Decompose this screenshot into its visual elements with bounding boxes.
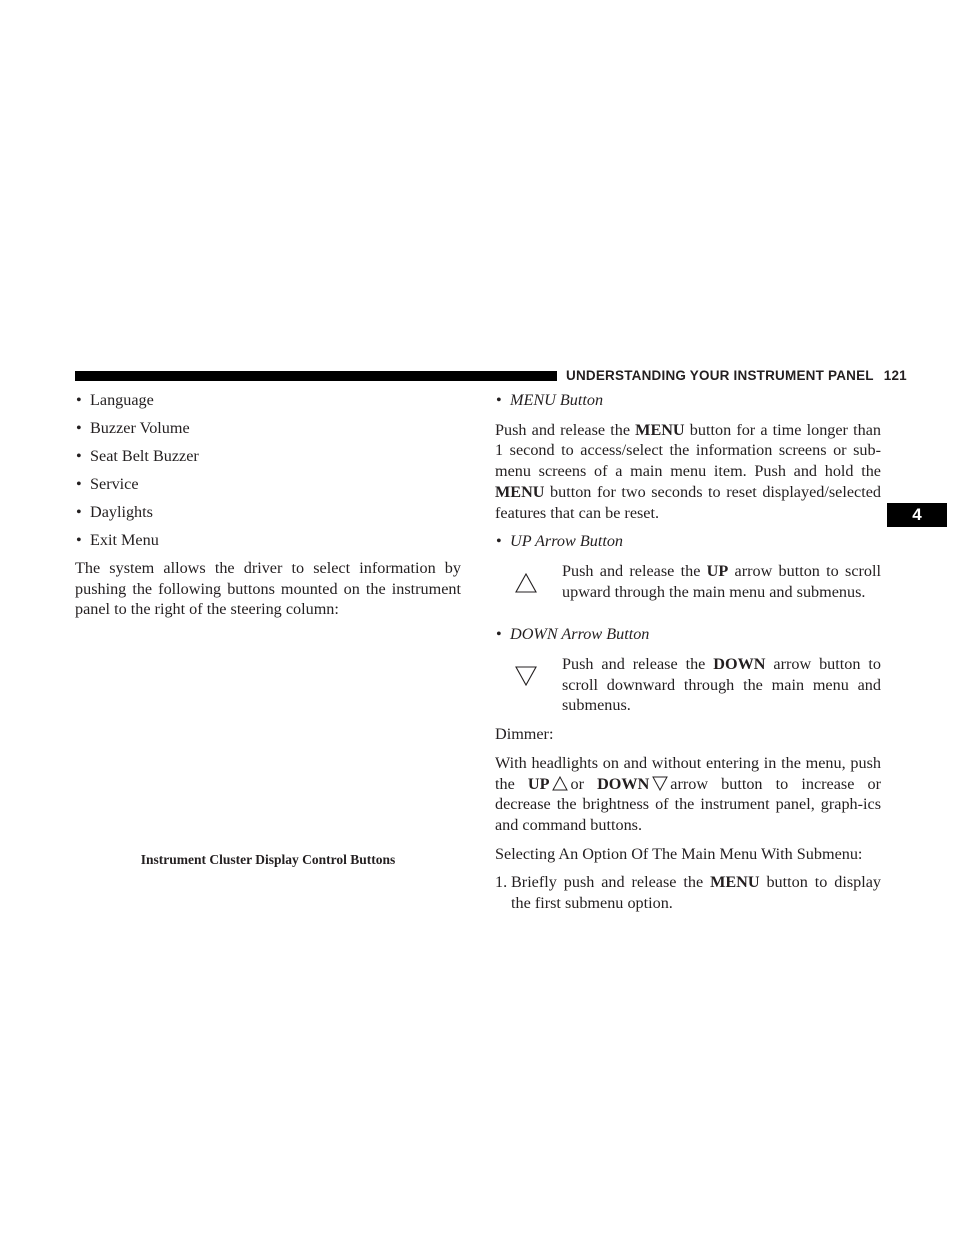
up-button-heading: • UP Arrow Button [495, 531, 881, 552]
step-1 [495, 872, 881, 913]
page-number: 121 [883, 368, 907, 383]
intro-paragraph: The system allows the driver to select information by pushing the following buttons mounted on the instrument panel to the right of the steering column: [75, 559, 461, 619]
right-column [495, 390, 881, 914]
down-button-heading: • DOWN Arrow Button [495, 624, 881, 645]
menu-button-heading: • MENU Button [495, 390, 881, 411]
left-column [75, 390, 461, 628]
menu-item-list [75, 390, 461, 551]
step-text: Briefly push and release the MENU button to display the first submenu option. [511, 873, 881, 913]
up-button-description: Push and release the UP arrow button to scroll upward through the main menu and submenus. [562, 561, 881, 601]
step-number: 1. [495, 873, 508, 892]
down-button-block [495, 654, 881, 716]
up-arrow-icon [552, 776, 568, 791]
up-arrow-icon [515, 573, 537, 593]
list-item: • Daylights [75, 502, 461, 523]
figure-caption: Instrument Cluster Display Control Buttons [140, 852, 396, 867]
list-item: • Service [75, 474, 461, 495]
down-arrow-icon [652, 776, 668, 791]
running-header [566, 368, 907, 383]
down-button-description: Push and release the DOWN arrow button to scroll downward through the main menu and submenus. [562, 655, 881, 715]
selecting-heading: Selecting An Option Of The Main Menu With Submenu: [495, 844, 863, 863]
list-item: • Buzzer Volume [75, 418, 461, 439]
list-item: • Seat Belt Buzzer [75, 446, 461, 467]
up-button-block [495, 561, 881, 602]
dimmer-paragraph: With headlights on and without entering in the menu, push the UP or DOWN arrow button to increase or decrease the brightness of the instrument panel, graph-ics and command buttons. [495, 753, 882, 834]
list-item: • Exit Menu [75, 530, 461, 551]
dimmer-label: Dimmer: [495, 725, 554, 744]
chapter-tab: 4 [887, 503, 947, 527]
menu-button-description: Push and release the MENU button for a time longer than 1 second to access/select the information screens or sub-menu screens of a main menu item. Push and hold the MENU button for two seconds to reset displayed/selected features that can be reset. [495, 420, 881, 522]
section-title: UNDERSTANDING YOUR INSTRUMENT PANEL [566, 368, 874, 383]
down-arrow-icon [515, 666, 537, 686]
header-rule [75, 371, 557, 381]
list-item: • Language [75, 390, 461, 411]
